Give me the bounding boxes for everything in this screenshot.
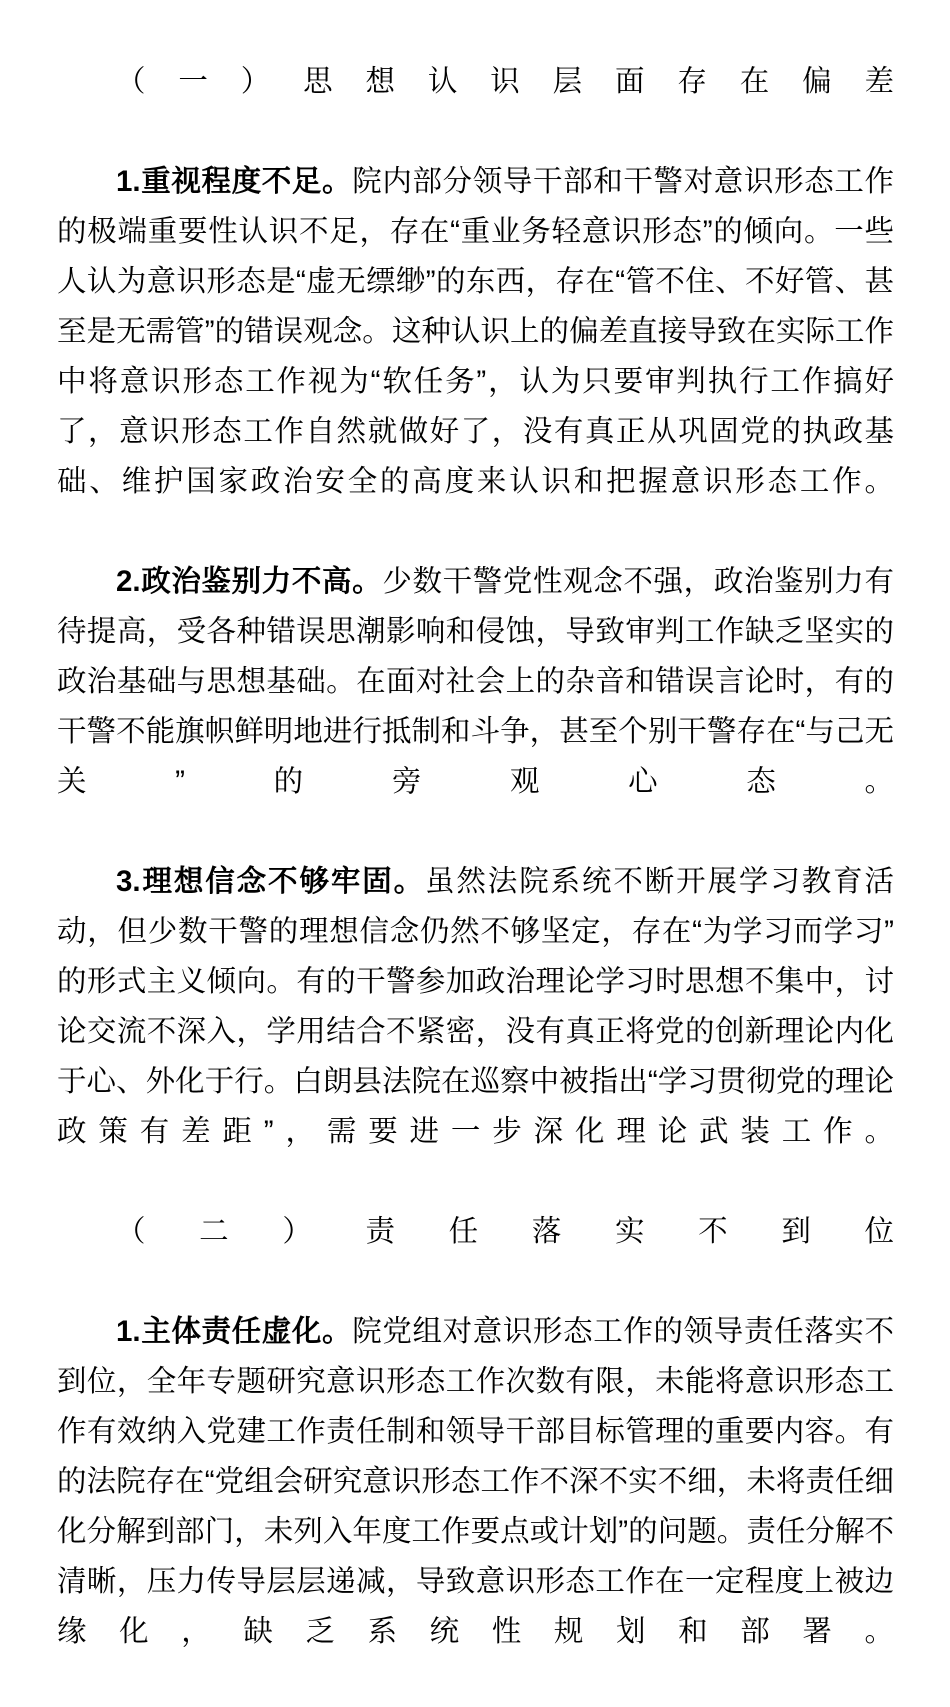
paragraph-1-1-lead: 1.重视程度不足。 xyxy=(116,165,353,198)
section-heading-1: （一）思想认识层面存在偏差 xyxy=(116,65,894,98)
paragraph-1-3-text: 虽然法院系统不断开展学习教育活动，但少数干警的理想信念仍然不够坚定，存在“为学习而学习”的形式主义倾向。有的干警参加政治理论学习时思想不集中，讨论交流不深入，学用结合不紧密，没有真正将党的创新理论内化于心、外化于行。白朗县法院在巡察中被指出“学习贯彻党的理论政策有差距”，需要进一步深化理论武装工作。 xyxy=(57,865,894,1148)
paragraph-1-3 xyxy=(57,857,894,1207)
paragraph-1-2 xyxy=(57,557,894,857)
paragraph-2-1 xyxy=(57,1307,894,1707)
paragraph-1-3-lead: 3.理想信念不够牢固。 xyxy=(116,865,426,898)
section-heading-2: （二）责任落实不到位 xyxy=(116,1215,894,1248)
document-body xyxy=(57,57,894,1707)
paragraph-1-2-text: 少数干警党性观念不强，政治鉴别力有待提高，受各种错误思潮影响和侵蚀，导致审判工作缺乏坚实的政治基础与思想基础。在面对社会上的杂音和错误言论时，有的干警不能旗帜鲜明地进行抵制和斗争，甚至个别干警存在“与己无关”的旁观心态。 xyxy=(57,565,894,798)
paragraph-2-1-lead: 1.主体责任虚化。 xyxy=(116,1315,353,1348)
paragraph-2-1-text: 院党组对意识形态工作的领导责任落实不到位，全年专题研究意识形态工作次数有限，未能将意识形态工作有效纳入党建工作责任制和领导干部目标管理的重要内容。有的法院存在“党组会研究意识形态工作不深不实不细，未将责任细化分解到部门，未列入年度工作要点或计划”的问题。责任分解不清晰，压力传导层层递减，导致意识形态工作在一定程度上被边缘化，缺乏系统性规划和部署。 xyxy=(57,1315,894,1648)
paragraph-1-1 xyxy=(57,157,894,557)
paragraph-1-1-text: 院内部分领导干部和干警对意识形态工作的极端重要性认识不足，存在“重业务轻意识形态”的倾向。一些人认为意识形态是“虚无缥缈”的东西，存在“管不住、不好管、甚至是无需管”的错误观念。这种认识上的偏差直接导致在实际工作中将意识形态工作视为“软任务”，认为只要审判执行工作搞好了，意识形态工作自然就做好了，没有真正从巩固党的执政基础、维护国家政治安全的高度来认识和把握意识形态工作。 xyxy=(57,165,894,498)
paragraph-1-2-lead: 2.政治鉴别力不高。 xyxy=(116,565,383,598)
